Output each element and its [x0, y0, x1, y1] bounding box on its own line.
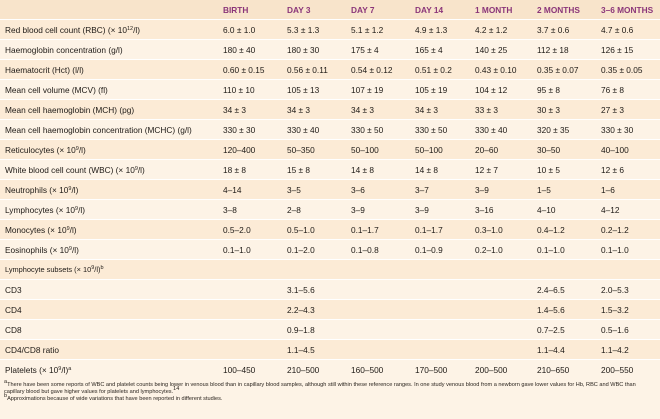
table-cell: 2.2–4.3 [282, 300, 346, 320]
row-label-text: Red blood cell count (RBC) (× 10 [5, 24, 127, 35]
table-cell: 4–14 [218, 180, 282, 200]
column-header: 3–6 MONTHS [596, 0, 660, 20]
table-cell [596, 260, 660, 280]
table-cell: 3–9 [410, 200, 470, 220]
table-cell: 12 ± 7 [470, 160, 532, 180]
column-header: 1 MONTH [470, 0, 532, 20]
table-row [0, 120, 660, 140]
table-cell: 10 ± 5 [532, 160, 596, 180]
table-row [0, 40, 660, 60]
unit-exponent: 12 [126, 25, 134, 32]
column-header: BIRTH [218, 0, 282, 20]
table-cell [470, 280, 532, 300]
table-cell: 76 ± 8 [596, 80, 660, 100]
unit-exponent: 9 [91, 265, 95, 271]
table-cell: 105 ± 13 [282, 80, 346, 100]
table-cell: 3–9 [346, 200, 410, 220]
table-cell: 18 ± 8 [218, 160, 282, 180]
table-cell: 3–9 [470, 180, 532, 200]
row-label [0, 160, 218, 180]
table-cell: 330 ± 50 [410, 120, 470, 140]
table-cell: 0.5–2.0 [218, 220, 282, 240]
table-cell [532, 260, 596, 280]
table-cell: 0.2–1.0 [470, 240, 532, 260]
row-label-text: Haemoglobin concentration (g/l) [5, 44, 123, 55]
footnote-b-mark: b [4, 393, 8, 400]
table-cell: 1.1–4.5 [282, 340, 346, 360]
table-cell: 0.4–1.2 [532, 220, 596, 240]
table-row [0, 200, 660, 220]
table-row [0, 160, 660, 180]
table-cell: 200–500 [470, 360, 532, 380]
table-cell: 5.3 ± 1.3 [282, 20, 346, 40]
table-cell: 160–500 [346, 360, 410, 380]
table-cell [470, 300, 532, 320]
table-cell: 200–550 [596, 360, 660, 380]
unit-exponent: 9 [75, 145, 79, 152]
column-header: 2 MONTHS [532, 0, 596, 20]
table-row [0, 80, 660, 100]
table-cell: 120–400 [218, 140, 282, 160]
table-cell: 12 ± 6 [596, 160, 660, 180]
row-label-unit-end: /l) [137, 164, 145, 175]
row-label-unit-end: /l) [71, 184, 79, 195]
table-cell: 107 ± 19 [346, 80, 410, 100]
table-cell: 0.1–1.0 [532, 240, 596, 260]
row-label [0, 300, 218, 320]
table-cell: 3–6 [346, 180, 410, 200]
table-cell: 104 ± 12 [470, 80, 532, 100]
table-row [0, 340, 660, 360]
table-cell: 15 ± 8 [282, 160, 346, 180]
table-cell: 110 ± 10 [218, 80, 282, 100]
row-label-text: Eosinophils (× 10 [5, 244, 69, 255]
table-cell: 50–100 [346, 140, 410, 160]
table-cell: 3–16 [470, 200, 532, 220]
row-label-text: White blood cell count (WBC) (× 10 [5, 164, 135, 175]
table-cell: 0.3–1.0 [470, 220, 532, 240]
table-cell [346, 260, 410, 280]
unit-exponent: 9 [68, 185, 72, 192]
row-label [0, 100, 218, 120]
row-label-text: Haematocrit (Hct) (l/l) [5, 64, 84, 75]
table-cell [410, 260, 470, 280]
table-cell: 4–12 [596, 200, 660, 220]
column-header: DAY 7 [346, 0, 410, 20]
row-label [0, 200, 218, 220]
table-cell: 50–100 [410, 140, 470, 160]
table-cell: 170–500 [410, 360, 470, 380]
table-cell: 34 ± 3 [346, 100, 410, 120]
table-cell: 20–60 [470, 140, 532, 160]
table-cell: 3.7 ± 0.6 [532, 20, 596, 40]
table-cell: 0.5–1.0 [282, 220, 346, 240]
row-label-text: Lymphocytes (× 10 [5, 204, 76, 215]
table-cell: 0.1–0.8 [346, 240, 410, 260]
table-row [0, 320, 660, 340]
row-label [0, 280, 218, 300]
table-cell [346, 300, 410, 320]
row-label-text: Lymphocyte subsets (× 10 [5, 265, 92, 274]
table-cell: 330 ± 30 [218, 120, 282, 140]
row-label-unit-end: /l) [69, 224, 77, 235]
table-cell: 27 ± 3 [596, 100, 660, 120]
table-cell: 5.1 ± 1.2 [346, 20, 410, 40]
table-cell: 0.1–0.9 [410, 240, 470, 260]
row-label-unit-end: /l) [78, 144, 86, 155]
row-label-text: CD4 [5, 304, 22, 315]
table-cell [410, 320, 470, 340]
table-cell: 0.1–1.0 [596, 240, 660, 260]
header-row [0, 0, 660, 20]
row-label [0, 140, 218, 160]
unit-exponent: 9 [134, 165, 138, 172]
table-cell: 34 ± 3 [282, 100, 346, 120]
row-label [0, 40, 218, 60]
table-cell: 34 ± 3 [218, 100, 282, 120]
table-cell: 0.7–2.5 [532, 320, 596, 340]
table-cell [346, 280, 410, 300]
table-cell: 112 ± 18 [532, 40, 596, 60]
table-cell: 4.7 ± 0.6 [596, 20, 660, 40]
row-label [0, 240, 218, 260]
table-cell [282, 260, 346, 280]
table-cell: 1.1–4.4 [532, 340, 596, 360]
column-header: DAY 3 [282, 0, 346, 20]
table-row [0, 300, 660, 320]
table-cell: 30 ± 3 [532, 100, 596, 120]
table-cell: 320 ± 35 [532, 120, 596, 140]
table-cell: 0.56 ± 0.11 [282, 60, 346, 80]
table-cell: 3–5 [282, 180, 346, 200]
row-label-unit-end: /l) [94, 265, 101, 274]
table-cell: 1–5 [532, 180, 596, 200]
table-cell [470, 340, 532, 360]
unit-exponent: 9 [68, 245, 72, 252]
table-cell: 0.51 ± 0.2 [410, 60, 470, 80]
row-label-text: Platelets (× 10 [5, 364, 59, 375]
table-cell [218, 340, 282, 360]
unit-exponent: 9 [75, 205, 79, 212]
row-label-text: Monocytes (× 10 [5, 224, 67, 235]
unit-exponent: 9 [58, 365, 62, 372]
table-cell: 330 ± 40 [282, 120, 346, 140]
table-row [0, 140, 660, 160]
row-label-text: Neutrophils (× 10 [5, 184, 69, 195]
row-label [0, 340, 218, 360]
table-cell: 175 ± 4 [346, 40, 410, 60]
table-cell [470, 260, 532, 280]
table-row [0, 360, 660, 380]
row-label-unit-end: /l) [78, 204, 86, 215]
table-cell: 140 ± 25 [470, 40, 532, 60]
row-label-text: CD8 [5, 324, 22, 335]
footnote-b [4, 393, 656, 403]
table-cell: 3.1–5.6 [282, 280, 346, 300]
table-cell: 30–50 [532, 140, 596, 160]
table-cell: 210–650 [532, 360, 596, 380]
column-header-parameter [0, 0, 218, 20]
table-row [0, 20, 660, 40]
table-cell: 0.43 ± 0.10 [470, 60, 532, 80]
footnote-a-mark: a [4, 379, 8, 385]
table-cell: 210–500 [282, 360, 346, 380]
table-cell: 4–10 [532, 200, 596, 220]
footnote-a [4, 379, 656, 396]
table-cell: 0.5–1.6 [596, 320, 660, 340]
table-cell: 0.54 ± 0.12 [346, 60, 410, 80]
row-label [0, 80, 218, 100]
table-cell: 0.35 ± 0.07 [532, 60, 596, 80]
table-row [0, 60, 660, 80]
table-cell: 1.4–5.6 [532, 300, 596, 320]
table-row [0, 240, 660, 260]
table-cell: 0.1–1.0 [218, 240, 282, 260]
table-cell [218, 260, 282, 280]
row-label-unit-end: /l) [133, 24, 141, 35]
table-cell [410, 300, 470, 320]
table-cell: 100–450 [218, 360, 282, 380]
table-cell: 4.9 ± 1.3 [410, 20, 470, 40]
table-cell: 0.1–2.0 [282, 240, 346, 260]
table-cell [470, 320, 532, 340]
table-cell: 0.60 ± 0.15 [218, 60, 282, 80]
table-cell [218, 320, 282, 340]
table-cell: 180 ± 30 [282, 40, 346, 60]
footnote-b-text: Approximations because of wide variations that have been reported in different studies. [7, 396, 223, 403]
table-cell [410, 280, 470, 300]
row-label-text: CD4/CD8 ratio [5, 344, 59, 355]
table-cell: 0.9–1.8 [282, 320, 346, 340]
row-label-text: Mean cell volume (MCV) (fl) [5, 84, 108, 95]
table-cell: 0.2–1.2 [596, 220, 660, 240]
table-row [0, 220, 660, 240]
table-cell: 95 ± 8 [532, 80, 596, 100]
table-cell [218, 280, 282, 300]
footnote-a-text: There have been some reports of WBC and platelet counts being lower in venous blood than in capillary blood samples, although still within these reference ranges. In one study venous blood from a newborn gave lower values for Hb, RBC and WBC than capillary blood but gave higher values for platelets and lymphocytes. [4, 382, 636, 396]
table-cell: 3–8 [218, 200, 282, 220]
table-cell: 14 ± 8 [346, 160, 410, 180]
table-row [0, 100, 660, 120]
table-cell: 1.1–4.2 [596, 340, 660, 360]
row-label [0, 120, 218, 140]
unit-exponent: 9 [66, 225, 70, 232]
table-cell: 330 ± 30 [596, 120, 660, 140]
row-label-unit-end: /l) [71, 244, 79, 255]
table-cell: 3–7 [410, 180, 470, 200]
footnotes [0, 379, 660, 404]
table-cell: 330 ± 40 [470, 120, 532, 140]
row-label-text: Mean cell haemoglobin concentration (MCHC) (g/l) [5, 124, 192, 135]
table-cell: 330 ± 50 [346, 120, 410, 140]
table-cell: 165 ± 4 [410, 40, 470, 60]
table-cell: 33 ± 3 [470, 100, 532, 120]
row-label-text: CD3 [5, 284, 22, 295]
table-cell: 126 ± 15 [596, 40, 660, 60]
table-cell [346, 320, 410, 340]
table-cell: 2.0–5.3 [596, 280, 660, 300]
table-cell: 0.35 ± 0.05 [596, 60, 660, 80]
table-cell: 0.1–1.7 [346, 220, 410, 240]
table-row [0, 260, 660, 280]
table-cell: 4.2 ± 1.2 [470, 20, 532, 40]
row-label [0, 320, 218, 340]
row-label [0, 60, 218, 80]
row-label [0, 360, 218, 380]
table-cell [218, 300, 282, 320]
table-cell [346, 340, 410, 360]
row-label-text: Reticulocytes (× 10 [5, 144, 76, 155]
table-cell: 40–100 [596, 140, 660, 160]
table-cell: 1–6 [596, 180, 660, 200]
row-label-unit-end: /l) [61, 364, 69, 375]
table-cell: 105 ± 19 [410, 80, 470, 100]
table-cell [410, 340, 470, 360]
footnote-a-ref: 14 [173, 386, 180, 393]
table-cell: 50–350 [282, 140, 346, 160]
row-label-text: Mean cell haemoglobin (MCH) (pg) [5, 104, 135, 115]
column-header: DAY 14 [410, 0, 470, 20]
table-row [0, 280, 660, 300]
footnote-marker: a [68, 365, 72, 372]
table-cell: 2.4–6.5 [532, 280, 596, 300]
table-cell: 2–8 [282, 200, 346, 220]
row-label [0, 180, 218, 200]
row-label [0, 220, 218, 240]
table-cell: 14 ± 8 [410, 160, 470, 180]
table-cell: 1.5–3.2 [596, 300, 660, 320]
row-label [0, 20, 218, 40]
table-cell: 180 ± 40 [218, 40, 282, 60]
table-body [0, 20, 660, 380]
table-cell: 34 ± 3 [410, 100, 470, 120]
table-row [0, 180, 660, 200]
table-cell: 0.1–1.7 [410, 220, 470, 240]
footnote-marker: b [100, 265, 104, 271]
table-cell: 6.0 ± 1.0 [218, 20, 282, 40]
row-label [0, 260, 218, 280]
